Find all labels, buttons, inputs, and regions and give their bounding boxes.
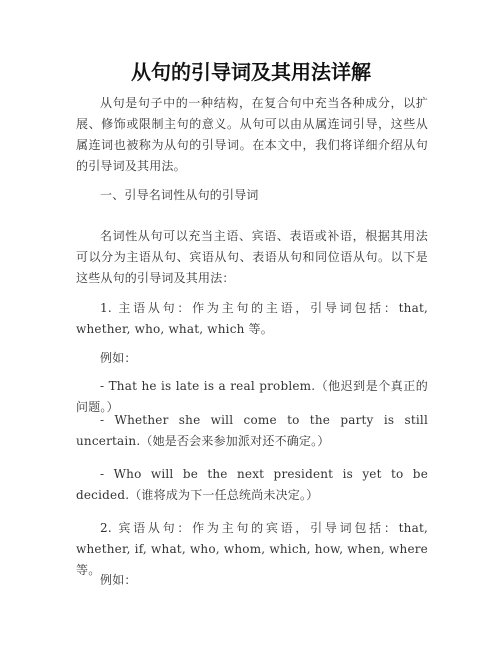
example-sentence: - Who will be the next president is yet to be decided.（谁将成为下一任总统尚未决定。） xyxy=(76,467,428,502)
example-sentence: - That he is late is a real problem.（他迟到是个真正的问题。） xyxy=(76,379,428,414)
example-label: 例如： xyxy=(100,351,137,365)
document-title: 从句的引导词及其用法详解 xyxy=(131,60,371,84)
section-intro-paragraph: 名词性从句可以充当主语、宾语、表语或补语，根据其用法可以分为主语从句、宾语从句、表语从句和同位语从句。以下是这些从句的引导词及其用法： xyxy=(76,229,428,285)
section-heading: 一、引导名词性从句的引导词 xyxy=(100,188,259,202)
list-item-object-clause: 2. 宾语从句：作为主句的宾语，引导词包括：that, whether, if, what, who, whom, which, how, when, where 等。 xyxy=(76,521,428,577)
example-sentence: - Whether she will come to the party is still uncertain.（她是否会来参加派对还不确定。） xyxy=(76,413,428,448)
intro-paragraph: 从句是句子中的一种结构，在复合句中充当各种成分，以扩展、修饰或限制主句的意义。从句可以由从属连词引导，这些从属连词也被称为从句的引导词。在本文中，我们将详细介绍从句的引导词及其用法。 xyxy=(76,96,428,173)
example-label: 例如： xyxy=(100,573,137,587)
list-item-subject-clause: 1. 主语从句：作为主句的主语，引导词包括：that, whether, who, what, which 等。 xyxy=(76,301,428,336)
